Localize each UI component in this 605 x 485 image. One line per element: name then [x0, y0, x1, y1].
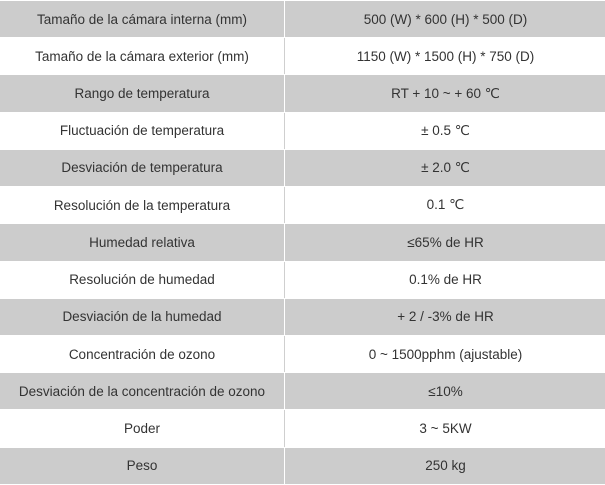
spec-label: Resolución de la temperatura — [0, 187, 285, 224]
table-row — [0, 335, 605, 372]
spec-value: ≤65% de HR — [285, 224, 605, 261]
spec-label: Desviación de temperatura — [0, 149, 285, 186]
spec-value: 0.1 ℃ — [285, 187, 605, 224]
spec-value: 3 ~ 5KW — [285, 410, 605, 447]
spec-value: ≤10% — [285, 373, 605, 410]
spec-value: ± 0.5 ℃ — [285, 112, 605, 149]
spec-label: Peso — [0, 447, 285, 484]
spec-label: Rango de temperatura — [0, 75, 285, 112]
spec-value: 0.1% de HR — [285, 261, 605, 298]
spec-value: ± 2.0 ℃ — [285, 149, 605, 186]
spec-value: 0 ~ 1500pphm (ajustable) — [285, 335, 605, 372]
spec-label: Fluctuación de temperatura — [0, 112, 285, 149]
table-row — [0, 410, 605, 447]
spec-value: 500 (W) * 600 (H) * 500 (D) — [285, 1, 605, 38]
table-row — [0, 298, 605, 335]
table-row — [0, 224, 605, 261]
table-row — [0, 373, 605, 410]
spec-value: 250 kg — [285, 447, 605, 484]
table-row — [0, 75, 605, 112]
spec-value: 1150 (W) * 1500 (H) * 750 (D) — [285, 38, 605, 75]
spec-label: Desviación de la humedad — [0, 298, 285, 335]
spec-label: Concentración de ozono — [0, 335, 285, 372]
table-row — [0, 261, 605, 298]
table-row — [0, 1, 605, 38]
spec-label: Tamaño de la cámara interna (mm) — [0, 1, 285, 38]
table-row — [0, 447, 605, 484]
table-row — [0, 149, 605, 186]
spec-label: Resolución de humedad — [0, 261, 285, 298]
spec-value: + 2 / -3% de HR — [285, 298, 605, 335]
table-row — [0, 187, 605, 224]
table-row — [0, 38, 605, 75]
spec-label: Poder — [0, 410, 285, 447]
spec-label: Desviación de la concentración de ozono — [0, 373, 285, 410]
table-row — [0, 112, 605, 149]
spec-label: Humedad relativa — [0, 224, 285, 261]
spec-label: Tamaño de la cámara exterior (mm) — [0, 38, 285, 75]
spec-value: RT + 10 ~ + 60 ℃ — [285, 75, 605, 112]
